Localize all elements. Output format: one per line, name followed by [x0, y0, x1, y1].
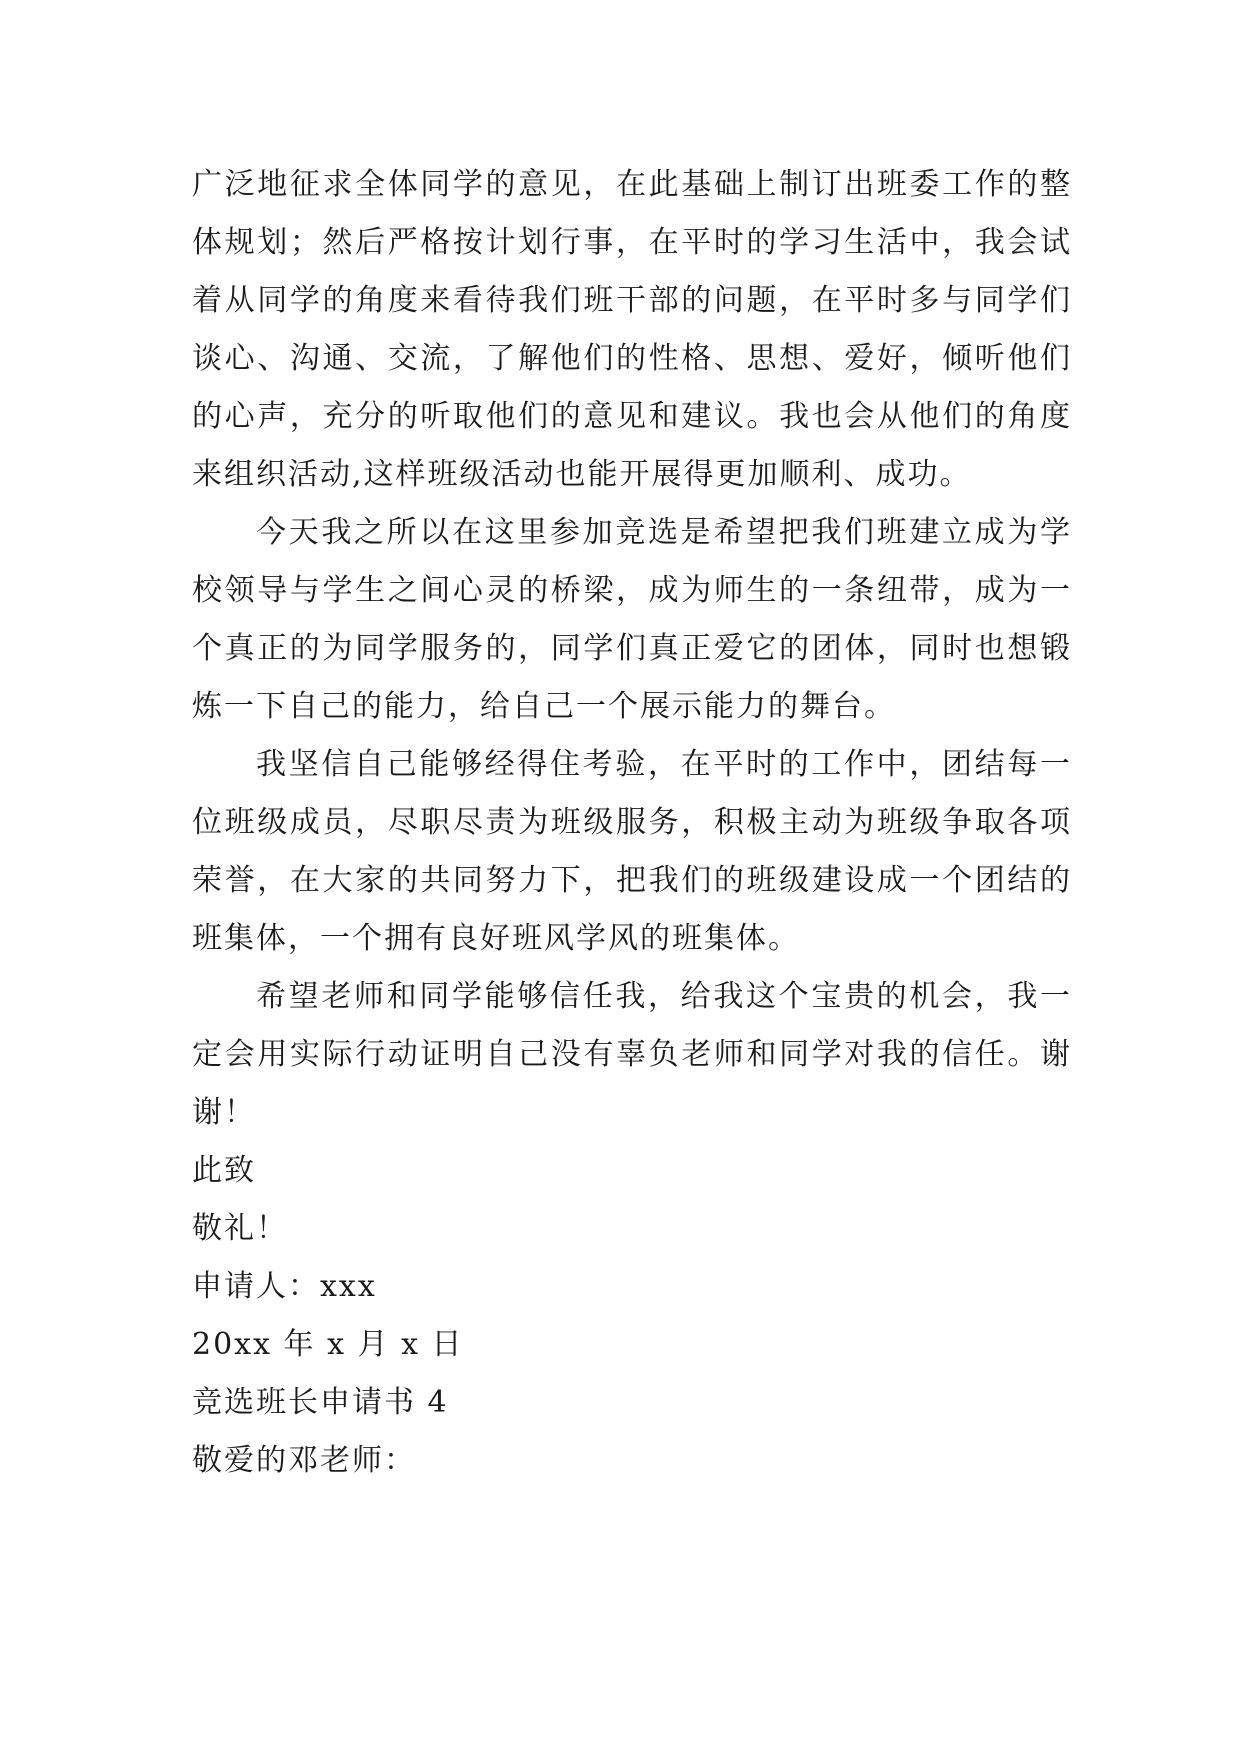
date-line: 20xx 年 x 月 x 日 — [192, 1327, 464, 1362]
closing-line-2: 敬礼！ — [192, 1211, 288, 1246]
applicant-line: 申请人：xxx — [192, 1269, 377, 1304]
paragraph-commitment: 我坚信自己能够经得住考验，在平时的工作中，团结每一位班级成员，尽职尽责为班级服务，积极主动为班级争取各项荣誉，在大家的共同努力下，把我们的班级建设成一个团结的班集体，一个拥有良好班风学风的班集体。 — [192, 747, 1072, 956]
document-body — [192, 156, 1072, 1490]
paragraph-reason: 今天我之所以在这里参加竞选是希望把我们班建立成为学校领导与学生之间心灵的桥梁，成为师生的一条纽带，成为一个真正的为同学服务的，同学们真正爱它的团体，同时也想锻炼一下自己的能力，给自己一个展示能力的舞台。 — [192, 515, 1072, 724]
next-salutation: 敬爱的邓老师： — [192, 1443, 416, 1478]
paragraph-continued-planning: 广泛地征求全体同学的意见，在此基础上制订出班委工作的整体规划；然后严格按计划行事，在平时的学习生活中，我会试着从同学的角度来看待我们班干部的问题，在平时多与同学们谈心、沟通、交流，了解他们的性格、思想、爱好，倾听他们的心声，充分的听取他们的意见和建议。我也会从他们的角度来组织活动,这样班级活动也能开展得更加顺利、成功。 — [192, 167, 1072, 492]
paragraph-hope: 希望老师和同学能够信任我，给我这个宝贵的机会，我一定会用实际行动证明自己没有辜负老师和同学对我的信任。谢谢！ — [192, 979, 1072, 1130]
closing-line-1: 此致 — [192, 1153, 256, 1188]
next-section-title: 竞选班长申请书 4 — [192, 1385, 449, 1420]
